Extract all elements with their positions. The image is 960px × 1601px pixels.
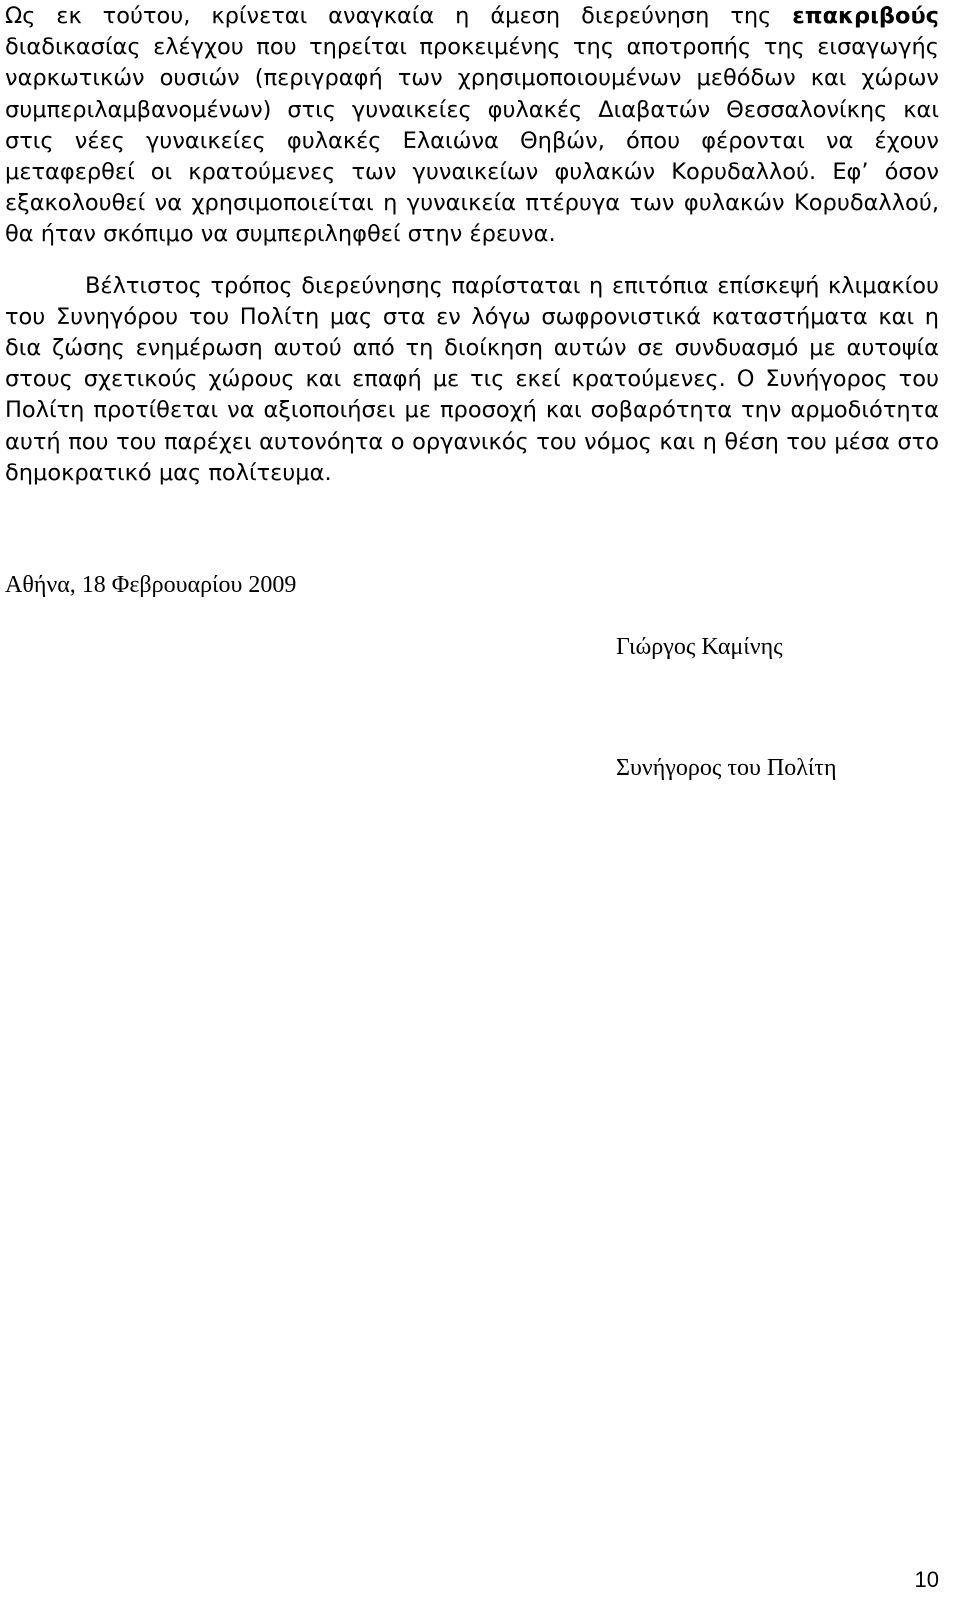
document-body bbox=[5, 0, 939, 489]
paragraph-1-intro: Ως εκ τούτου, κρίνεται αναγκαία η άμεση διερεύνηση της bbox=[5, 3, 793, 29]
paragraph-2: Βέλτιστος τρόπος διερεύνησης παρίσταται η επιτόπια επίσκεψή κλιμακίου του Συνηγόρου του Πολίτη μας στα εν λόγω σωφρονιστικά καταστήματα και η δια ζώσης ενημέρωση αυτού από τη διοίκηση αυτών σε συνδυασμό με αυτοψία στους σχετικούς χώρους και επαφή με τις εκεί κρατούμενες. Ο Συνήγορος του Πολίτη προτίθεται να αξιοποιήσει με προσοχή και σοβαρότητα την αρμοδιότητα αυτή που του παρέχει αυτονόητα ο οργανικός του νόμος και η θέση του μέσα στο δημοκρατικό μας πολίτευμα. bbox=[5, 272, 939, 486]
page-number: 10 bbox=[914, 1567, 939, 1592]
paragraph-1-rest: διαδικασίας ελέγχου που τηρείται προκειμένης της αποτροπής της εισαγωγής ναρκωτικών ουσιών (περιγραφή των χρησιμοποιουμένων μεθόδων και χώρων συμπεριλαμβανομένων) στις γυναικείες φυλακές Διαβατών Θεσσαλονίκης και στις νέες γυναικείες φυλακές Ελαιώνα Θηβών, όπου φέρονται να έχουν μεταφερθεί οι κρατούμενες των γυναικείων φυλακών Κορυδαλλού. Εφ’ όσον εξακολουθεί να χρησιμοποιείται η γυναικεία πτέρυγα των φυλακών Κορυδαλλού, θα ήταν σκόπιμο να συμπεριληφθεί στην έρευνα. bbox=[5, 34, 939, 248]
signer-title: Συνήγορος του Πολίτη bbox=[616, 755, 837, 781]
signer-name: Γιώργος Καμίνης bbox=[616, 634, 783, 660]
date-line: Αθήνα, 18 Φεβρουαρίου 2009 bbox=[5, 572, 297, 598]
paragraph-1 bbox=[5, 1, 939, 251]
paragraph-1-bold-word: επακριβούς bbox=[792, 3, 939, 29]
